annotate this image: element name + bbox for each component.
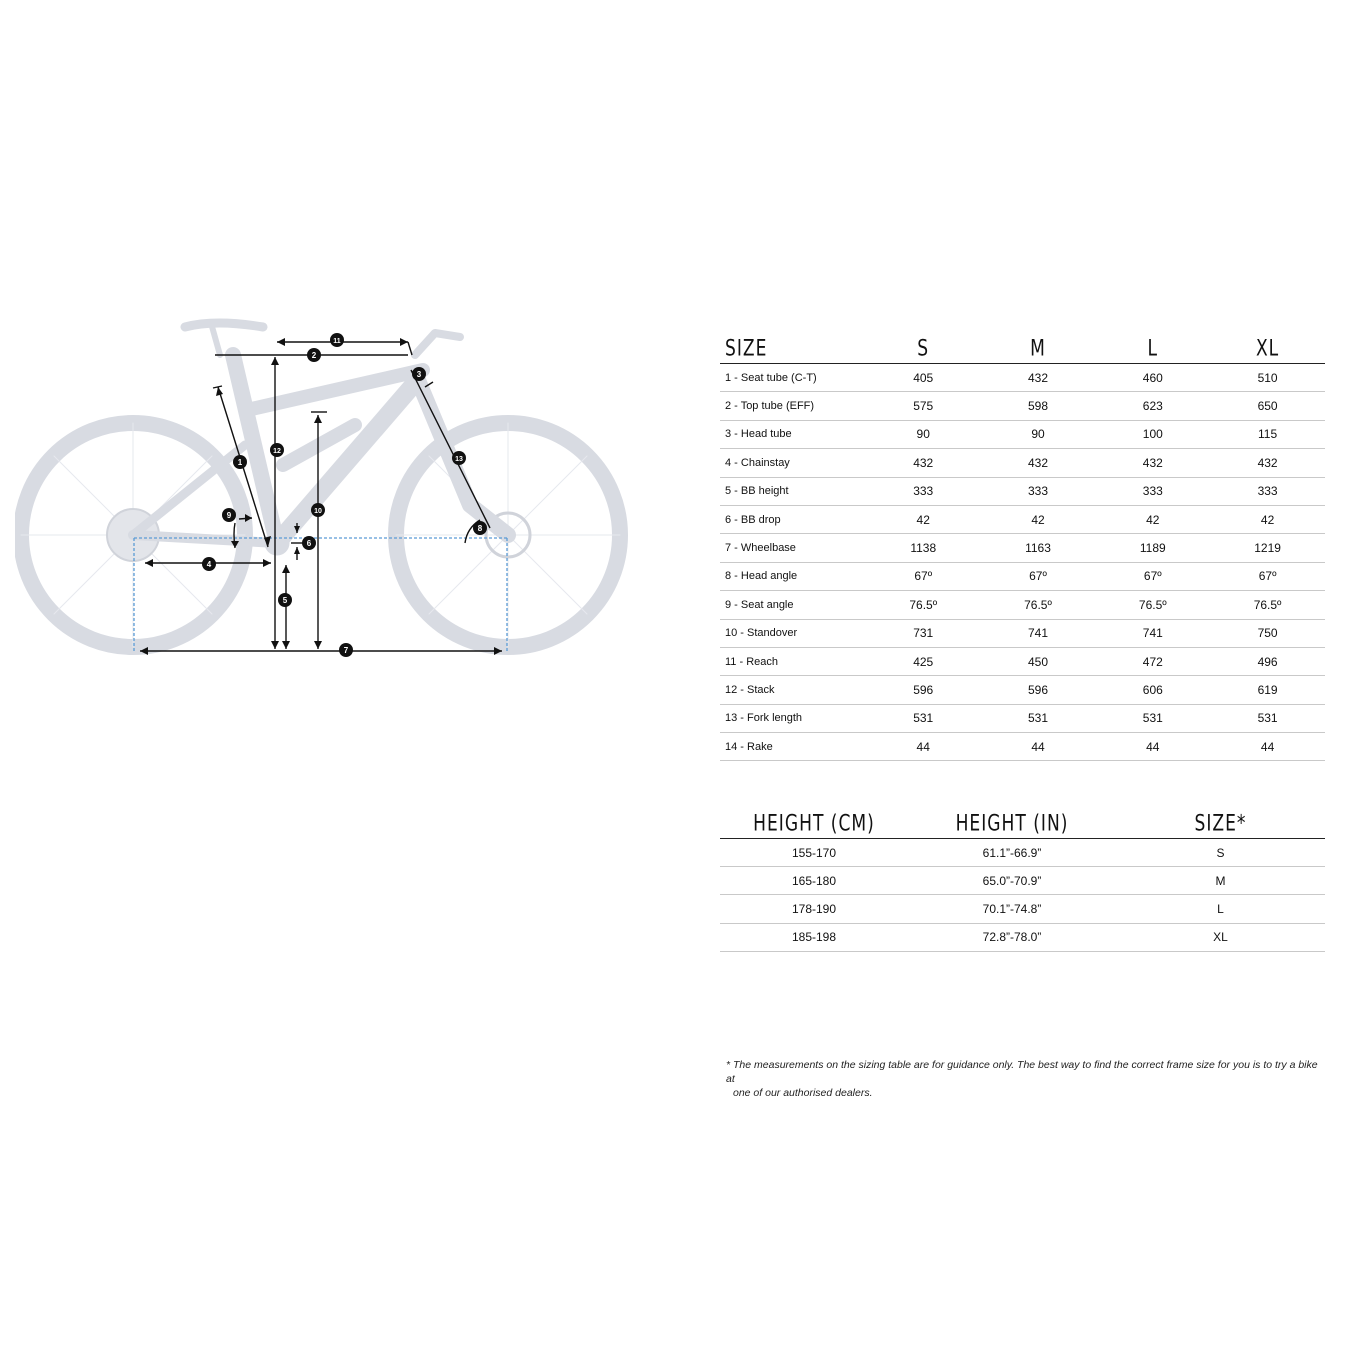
marker-7 <box>339 643 353 657</box>
svg-text:10: 10 <box>314 508 322 515</box>
table-row <box>720 562 1325 590</box>
marker-2 <box>307 348 321 362</box>
table-row <box>720 591 1325 619</box>
measurement-label: 9 - Seat angle <box>720 591 866 619</box>
measurement-value: 67º <box>981 562 1096 590</box>
marker-11 <box>330 333 344 347</box>
measurement-label: 1 - Seat tube (C-T) <box>720 364 866 392</box>
measurement-value: 623 <box>1095 392 1210 420</box>
measurement-value: 333 <box>1210 477 1325 505</box>
marker-4 <box>202 557 216 571</box>
table-row <box>720 733 1325 761</box>
measurement-value: 650 <box>1210 392 1325 420</box>
measurement-label: 5 - BB height <box>720 477 866 505</box>
size-s-header: S <box>866 322 981 366</box>
svg-text:11: 11 <box>333 338 341 345</box>
size-cell: XL <box>1116 923 1325 951</box>
marker-1 <box>233 455 247 469</box>
measurement-value: 42 <box>866 505 981 533</box>
measurement-value: 42 <box>981 505 1096 533</box>
svg-text:1: 1 <box>237 458 243 467</box>
measurement-value: 432 <box>981 364 1096 392</box>
measurement-value: 1163 <box>981 534 1096 562</box>
measurement-value: 496 <box>1210 647 1325 675</box>
measurement-value: 67º <box>1095 562 1210 590</box>
measurement-value: 432 <box>866 449 981 477</box>
measurement-value: 741 <box>1095 619 1210 647</box>
table-row <box>720 839 1325 867</box>
height-in-cell: 72.8”-78.0” <box>908 923 1116 951</box>
size-xl-header: XL <box>1210 322 1325 366</box>
measurement-value: 741 <box>981 619 1096 647</box>
measurement-value: 115 <box>1210 420 1325 448</box>
measurement-value: 598 <box>981 392 1096 420</box>
measurement-value: 531 <box>1095 704 1210 732</box>
table-row <box>720 895 1325 923</box>
measurement-value: 67º <box>866 562 981 590</box>
marker-10 <box>311 503 325 517</box>
size-header: SIZE* <box>1116 797 1325 841</box>
measurement-value: 42 <box>1095 505 1210 533</box>
table-row <box>720 392 1325 420</box>
svg-text:3: 3 <box>416 370 422 379</box>
rider-size-table <box>720 800 1325 952</box>
measurement-value: 405 <box>866 364 981 392</box>
svg-text:4: 4 <box>206 560 212 569</box>
fit-header-row <box>720 800 1325 839</box>
table-row <box>720 364 1325 392</box>
geometry-header-row <box>720 325 1325 364</box>
measurement-value: 619 <box>1210 676 1325 704</box>
measurement-value: 750 <box>1210 619 1325 647</box>
height-cm-cell: 155-170 <box>720 839 908 867</box>
measurement-value: 531 <box>866 704 981 732</box>
size-l-header: L <box>1095 322 1210 366</box>
measurement-value: 460 <box>1095 364 1210 392</box>
measurement-value: 42 <box>1210 505 1325 533</box>
height-cm-cell: 178-190 <box>720 895 908 923</box>
svg-text:7: 7 <box>343 646 349 655</box>
measurement-value: 472 <box>1095 647 1210 675</box>
sizing-footnote <box>726 1058 1326 1100</box>
marker-5 <box>278 593 292 607</box>
marker-3 <box>412 367 426 381</box>
measurement-label: 8 - Head angle <box>720 562 866 590</box>
footnote-line-2: one of our authorised dealers. <box>733 1087 873 1099</box>
measurement-value: 1219 <box>1210 534 1325 562</box>
measurement-label: 10 - Standover <box>720 619 866 647</box>
measurement-label: 11 - Reach <box>720 647 866 675</box>
measurement-value: 333 <box>1095 477 1210 505</box>
marker-12 <box>270 443 284 457</box>
measurement-value: 76.5º <box>866 591 981 619</box>
measurement-value: 44 <box>1210 733 1325 761</box>
measurement-value: 44 <box>866 733 981 761</box>
measurement-value: 450 <box>981 647 1096 675</box>
measurement-label: 14 - Rake <box>720 733 866 761</box>
size-m-header: M <box>981 322 1096 366</box>
measurement-label: 13 - Fork length <box>720 704 866 732</box>
measurement-value: 425 <box>866 647 981 675</box>
table-row <box>720 449 1325 477</box>
measurement-label: 4 - Chainstay <box>720 449 866 477</box>
marker-8 <box>473 521 487 535</box>
size-column-header: SIZE <box>720 322 866 366</box>
measurement-label: 3 - Head tube <box>720 420 866 448</box>
measurement-value: 432 <box>1210 449 1325 477</box>
table-row <box>720 420 1325 448</box>
bike-geometry-diagram <box>15 315 635 685</box>
measurement-value: 76.5º <box>1095 591 1210 619</box>
height-in-header: HEIGHT (IN) <box>908 797 1116 841</box>
measurement-label: 2 - Top tube (EFF) <box>720 392 866 420</box>
measurement-value: 606 <box>1095 676 1210 704</box>
measurement-value: 76.5º <box>981 591 1096 619</box>
table-row <box>720 619 1325 647</box>
table-row <box>720 477 1325 505</box>
size-cell: M <box>1116 867 1325 895</box>
measurement-value: 596 <box>981 676 1096 704</box>
bike-silhouette <box>21 323 620 647</box>
svg-text:5: 5 <box>282 596 288 605</box>
geometry-table <box>720 325 1325 761</box>
svg-text:13: 13 <box>455 456 463 463</box>
measurement-value: 67º <box>1210 562 1325 590</box>
svg-text:12: 12 <box>273 448 281 455</box>
measurement-value: 1189 <box>1095 534 1210 562</box>
table-row <box>720 534 1325 562</box>
table-row <box>720 676 1325 704</box>
table-row <box>720 923 1325 951</box>
measurement-value: 1138 <box>866 534 981 562</box>
measurement-value: 531 <box>1210 704 1325 732</box>
size-cell: L <box>1116 895 1325 923</box>
measurement-value: 432 <box>1095 449 1210 477</box>
measurement-label: 12 - Stack <box>720 676 866 704</box>
svg-text:6: 6 <box>306 539 312 548</box>
marker-13 <box>452 451 466 465</box>
size-cell: S <box>1116 839 1325 867</box>
measurement-value: 531 <box>981 704 1096 732</box>
height-cm-cell: 165-180 <box>720 867 908 895</box>
measurement-value: 333 <box>981 477 1096 505</box>
measurement-value: 575 <box>866 392 981 420</box>
marker-9 <box>222 508 236 522</box>
height-cm-header: HEIGHT (CM) <box>720 797 908 841</box>
table-row <box>720 505 1325 533</box>
height-cm-cell: 185-198 <box>720 923 908 951</box>
svg-text:2: 2 <box>311 351 317 360</box>
svg-text:9: 9 <box>226 511 232 520</box>
height-in-cell: 65.0”-70.9” <box>908 867 1116 895</box>
measurement-value: 44 <box>981 733 1096 761</box>
measurement-value: 731 <box>866 619 981 647</box>
measurement-value: 44 <box>1095 733 1210 761</box>
marker-6 <box>302 536 316 550</box>
height-in-cell: 70.1”-74.8” <box>908 895 1116 923</box>
measurement-value: 76.5º <box>1210 591 1325 619</box>
measurement-label: 7 - Wheelbase <box>720 534 866 562</box>
footnote-line-1: * The measurements on the sizing table are for guidance only. The best way to find the correct frame size for you is to try a bike at <box>726 1059 1318 1085</box>
measurement-value: 100 <box>1095 420 1210 448</box>
table-row <box>720 704 1325 732</box>
height-in-cell: 61.1”-66.9” <box>908 839 1116 867</box>
measurement-label: 6 - BB drop <box>720 505 866 533</box>
measurement-value: 510 <box>1210 364 1325 392</box>
measurement-value: 432 <box>981 449 1096 477</box>
table-row <box>720 867 1325 895</box>
svg-text:8: 8 <box>477 524 483 533</box>
measurement-value: 90 <box>981 420 1096 448</box>
measurement-value: 333 <box>866 477 981 505</box>
table-row <box>720 647 1325 675</box>
measurement-value: 90 <box>866 420 981 448</box>
measurement-value: 596 <box>866 676 981 704</box>
